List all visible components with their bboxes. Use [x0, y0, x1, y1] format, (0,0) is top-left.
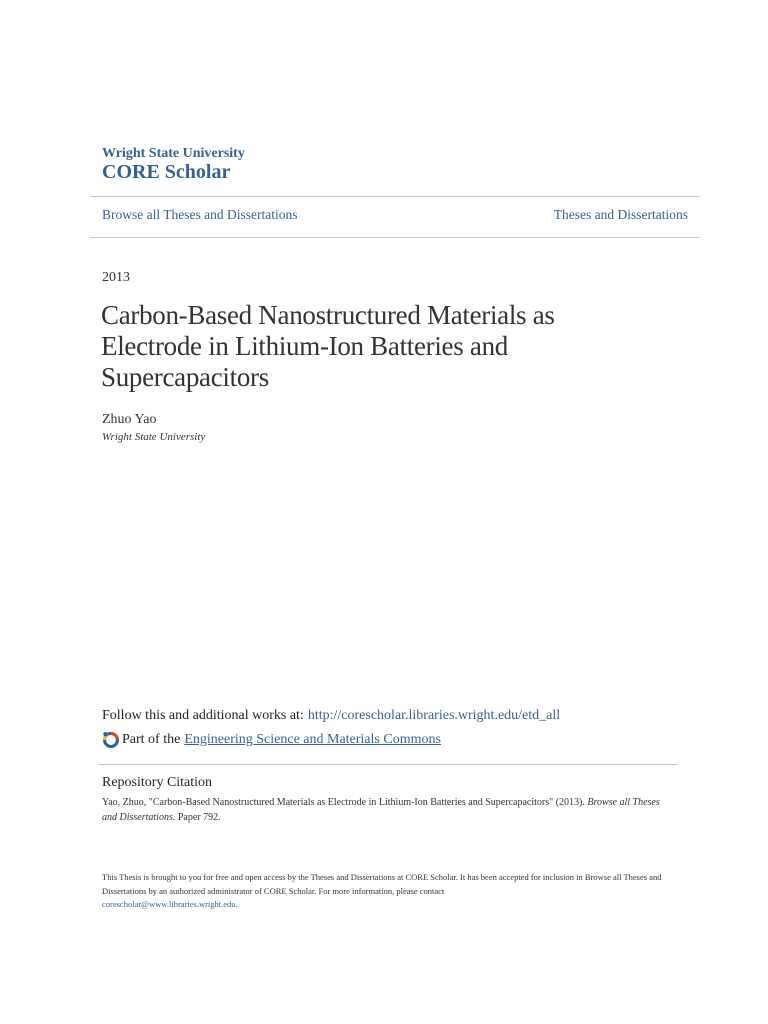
header-divider-top — [90, 196, 700, 197]
citation-series: Browse all Theses and Dissertations. — [102, 797, 660, 823]
header-divider-bottom — [90, 237, 700, 238]
citation-plain: Yao, Zhuo, "Carbon-Based Nanostructured Materials as Electrode in Lithium-Ion Batteries and Supercapacitors" (2013). — [102, 797, 585, 808]
title-line-2: Electrode in Lithium-Ion Batteries and — [101, 331, 508, 361]
author-name: Zhuo Yao — [102, 412, 157, 427]
citation-text — [102, 796, 672, 825]
repository-name[interactable]: CORE Scholar — [102, 161, 231, 183]
title-line-3: Supercapacitors — [101, 362, 269, 392]
access-notice — [102, 871, 674, 912]
citation-paper-number: Paper 792. — [177, 811, 221, 823]
commons-link[interactable]: Engineering Science and Materials Commons — [184, 732, 441, 747]
theses-dissertations-link[interactable]: Theses and Dissertations — [553, 207, 688, 222]
citation-heading: Repository Citation — [102, 775, 213, 790]
contact-email-link[interactable]: corescholar@www.libraries.wright.edu — [102, 899, 236, 909]
follow-label: Follow this and additional works at: — [102, 708, 304, 723]
citation-divider — [98, 764, 678, 765]
browse-all-link[interactable]: Browse all Theses and Dissertations — [102, 207, 298, 222]
author-affiliation: Wright State University — [102, 431, 206, 443]
commons-network-icon — [102, 731, 120, 749]
part-of-label: Part of the — [122, 732, 181, 747]
part-of-line — [102, 731, 441, 749]
follow-line — [102, 708, 560, 724]
email-period: . — [235, 899, 238, 909]
access-notice-text: This Thesis is brought to you for free and open access by the Theses and Dissertations at CORE Scholar. It has been accepted for inclusion in Browse all Theses and Dissertations by an authorized administrator of CORE Scholar. For more information, please contact — [102, 872, 662, 896]
publication-year: 2013 — [102, 270, 130, 285]
title-line-1: Carbon-Based Nanostructured Materials as — [101, 300, 555, 330]
paper-title — [101, 300, 621, 393]
follow-url-link[interactable]: http://corescholar.libraries.wright.edu/etd_all — [307, 708, 561, 723]
institution-name[interactable]: Wright State University — [102, 146, 245, 161]
